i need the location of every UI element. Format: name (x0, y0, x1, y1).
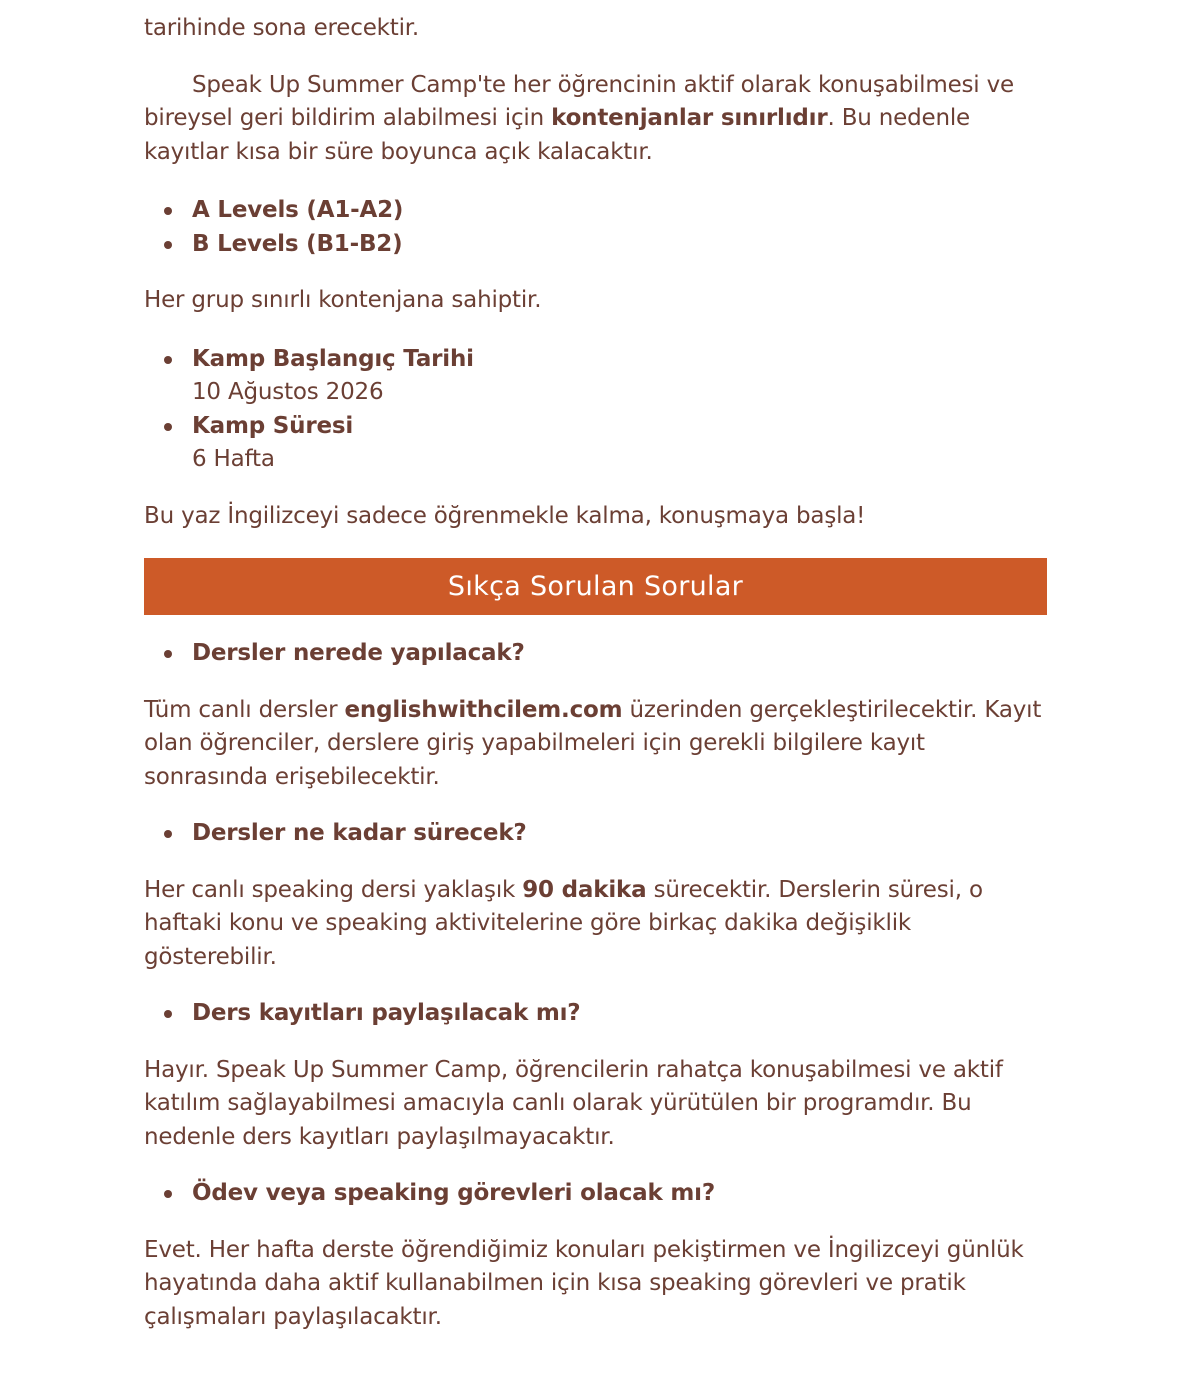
detail-value: 6 Hafta (192, 446, 275, 472)
faq-answer (144, 694, 1047, 795)
group-note: Her grup sınırlı kontenjana sahiptir. (144, 287, 542, 313)
faq-answer-bold: englishwithcilem.com (344, 696, 623, 723)
list-item (144, 637, 1047, 671)
bullet-icon (164, 423, 172, 431)
faq-question-text: Ders kayıtları paylaşılacak mı? (192, 1000, 581, 1026)
faq-question (144, 637, 1047, 671)
faq-question-text: Dersler nerede yapılacak? (192, 640, 525, 666)
faq-answer (144, 1234, 1047, 1335)
list-item (144, 410, 1047, 477)
faq-answer-text: Tüm canlı dersler (144, 696, 345, 723)
faq-answer-text: Evet. Her hafta derste öğrendiğimiz konuları pekiştirmen ve İngilizceyi günlük hayatında daha aktif kullanabilmen için kısa speaking görevleri ve pratik çalışmaları paylaşılacaktır. (144, 1236, 1024, 1330)
faq-heading: Sıkça Sorulan Sorular (447, 571, 744, 602)
faq-question (144, 817, 1047, 851)
faq-question-text: Ödev veya speaking görevleri olacak mı? (192, 1180, 715, 1206)
bullet-icon (164, 207, 172, 215)
level-label: A Levels (A1-A2) (192, 197, 404, 223)
bullet-icon (164, 356, 172, 364)
intro-paragraph (144, 69, 1047, 170)
faq-question (144, 997, 1047, 1031)
list-item (144, 228, 1047, 262)
article-content (144, 0, 1047, 1334)
bullet-icon (164, 830, 172, 838)
bullet-icon (164, 241, 172, 249)
faq-answer-text: Hayır. Speak Up Summer Camp, öğrencilerin rahatça konuşabilmesi ve aktif katılım sağlayabilmesi amacıyla canlı olarak yürütülen bir programdır. Bu nedenle ders kayıtları paylaşılmayacaktır. (144, 1056, 1003, 1150)
faq-question (144, 1177, 1047, 1211)
faq-answer (144, 874, 1047, 975)
intro-end-line: tarihinde sona erecektir. (144, 15, 420, 41)
list-item (144, 343, 1047, 410)
faq-answer (144, 1054, 1047, 1155)
details-list (144, 343, 1047, 477)
bullet-icon (164, 650, 172, 658)
levels-list (144, 194, 1047, 261)
list-item (144, 817, 1047, 851)
bullet-icon (164, 1190, 172, 1198)
detail-label: Kamp Süresi (192, 412, 354, 439)
faq-answer-bold: 90 dakika (522, 876, 647, 903)
detail-label: Kamp Başlangıç Tarihi (192, 345, 474, 372)
list-item (144, 194, 1047, 228)
level-label: B Levels (B1-B2) (192, 230, 403, 257)
bullet-icon (164, 1010, 172, 1018)
cta-line: Bu yaz İngilizceyi sadece öğrenmekle kalma, konuşmaya başla! (144, 502, 866, 529)
faq-answer-text: Her canlı speaking dersi yaklaşık (144, 876, 523, 903)
list-item (144, 997, 1047, 1031)
list-item (144, 1177, 1047, 1211)
faq-question-text: Dersler ne kadar sürecek? (192, 820, 527, 846)
faq-heading-banner (144, 558, 1047, 615)
intro-paragraph-text-end: . Bu nedenle kayıtlar kısa bir süre boyunca açık kalacaktır. (144, 105, 970, 165)
detail-value: 10 Ağustos 2026 (192, 379, 384, 405)
intro-paragraph-text: Speak Up Summer Camp'te her öğrencinin aktif olarak konuşabilmesi ve bireysel geri bildirim alabilmesi için (144, 71, 1014, 131)
faq-answer-text-end: sürecektir. Derslerin süresi, o haftaki konu ve speaking aktivitelerine göre birkaç dakika değişiklik gösterebilir. (144, 876, 983, 970)
faq-answer-text-end: üzerinden gerçekleştirilecektir. Kayıt olan öğrenciler, derslere giriş yapabilmeleri için gerekli bilgilere kayıt sonrasında erişebilecektir. (144, 696, 1042, 790)
intro-paragraph-bold: kontenjanlar sınırlıdır (551, 105, 828, 131)
